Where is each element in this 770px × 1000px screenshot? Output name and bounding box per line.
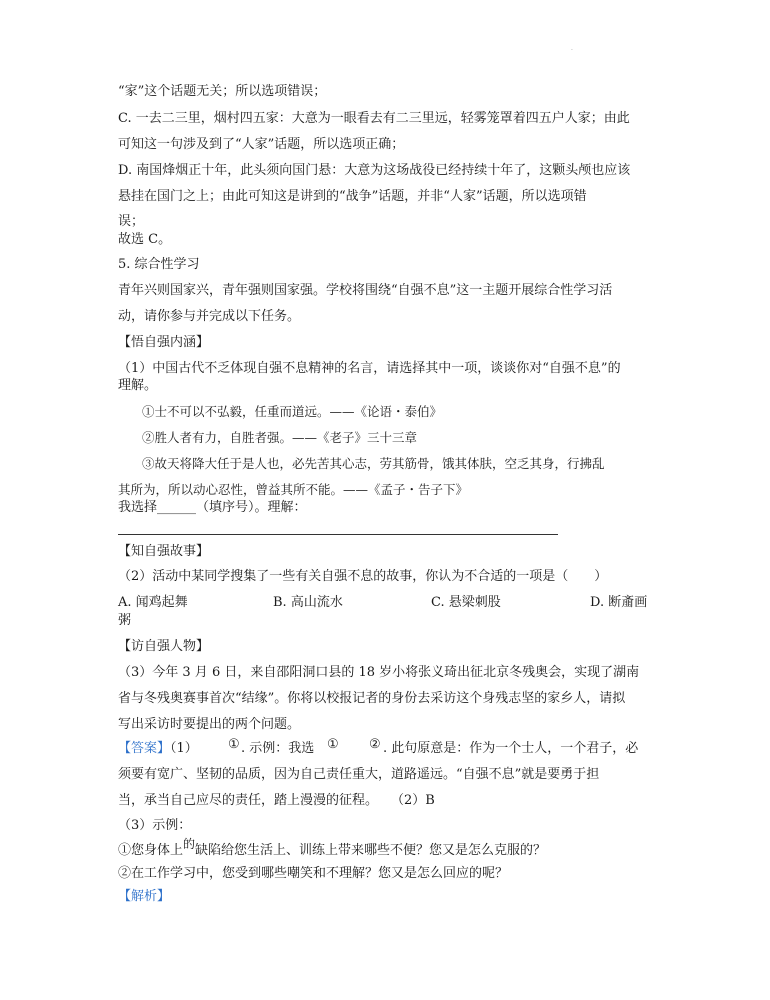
text-line: 青年兴则国家兴，青年强则国家强。学校将围绕“自强不息”这一主题开展综合性学习活 (118, 283, 613, 298)
text-line: 可知这一句涉及到了“人家”话题，所以选项正确； (118, 137, 405, 152)
text-line: D. 南国烽烟正十年，此头须向国门悬：大意为这场战役已经持续十年了，这颗头颅也应该 (118, 163, 631, 178)
answer-text: . 此句原意是：作为一个士人，一个君子，必 (383, 741, 639, 756)
stray-character: 的 (183, 837, 196, 851)
answer-underline (118, 534, 558, 535)
answer-tag: 【答案】 (118, 741, 171, 756)
header-mark: · (571, 47, 573, 54)
answer-text: ①您身体上 (118, 843, 184, 858)
option-a: A. 闻鸡起舞 (118, 595, 188, 610)
answer-part: （1） (170, 741, 198, 756)
quote-line: ②胜人者有力，自胜者强。——《老子》三十三章 (142, 430, 418, 445)
answer-text: 缺陷给您生活上、训练上带来哪些不便？您又是怎么克服的？ (195, 843, 547, 858)
text-line: （2）活动中某同学搜集了一些有关自强不息的故事，你认为不合适的一项是（ ） (118, 569, 608, 584)
answer-line: 须要有宽广、坚韧的品质，因为自己责任重大，道路遥远。“自强不息”就是要勇于担 (118, 767, 600, 782)
text-line: 省与冬残奥赛事首次“结缘”。你将以校报记者的身份去采访这个身残志坚的家乡人，请拟 (118, 691, 626, 706)
text-line: 写出采访时要提出的两个问题。 (118, 717, 301, 732)
option-d: D. 断齑画 (590, 595, 648, 610)
quote-line: ①士不可以不弘毅，任重而道远。——《论语・泰伯》 (142, 404, 443, 419)
text-line: 误； (118, 214, 145, 229)
section-heading: 【访自强人物】 (118, 639, 210, 654)
text-line: 动，请你参与并完成以下任务。 (118, 309, 301, 324)
answer-line: 当，承当自己应尽的责任，踏上漫漫的征程。 （2）B (118, 793, 435, 808)
section-heading: 【知自强故事】 (118, 544, 210, 559)
quote-line: 其所为，所以动心忍性，曾益其所不能。——《孟子・告子下》 (118, 482, 469, 497)
analysis-tag: 【解析】 (118, 889, 171, 904)
text-line: 故选 C。 (118, 232, 172, 247)
circled-number: ② (369, 737, 381, 752)
section-heading: 【悟自强内涵】 (118, 335, 210, 350)
text-line: “家”这个话题无关；所以选项错误； (118, 84, 327, 99)
text-line: 我选择______（填序号）。理解： (118, 500, 307, 515)
circled-number: ① (228, 737, 240, 752)
text-line: （1）中国古代不乏体现自强不息精神的名言，请选择其中一项，谈谈你对“自强不息”的 (118, 361, 621, 376)
answer-line: （3）示例： (118, 818, 192, 833)
text-line: 理解。 (118, 378, 158, 393)
option-c: C. 悬梁刺股 (431, 595, 501, 610)
answer-text: . 示例：我选 (241, 741, 315, 756)
circled-number: ① (327, 737, 339, 752)
quote-line: ③故天将降大任于是人也，必先苦其心志，劳其筋骨，饿其体肤，空乏其身，行拂乱 (142, 456, 605, 471)
question-heading: 5. 综合性学习 (118, 257, 200, 272)
option-b: B. 高山流水 (273, 595, 343, 610)
text-line: C. 一去二三里，烟村四五家：大意为一眼看去有二三里远，轻雾笼罩着四五户人家；由此 (118, 111, 630, 126)
answer-line (118, 837, 678, 859)
text-line: （3）今年 3 月 6 日，来自邵阳洞口县的 18 岁小将张义琦出征北京冬残奥会，实现了湖南 (118, 665, 640, 680)
text-line: 悬挂在国门之上；由此可知这是讲到的“战争”话题，并非“人家”话题，所以选项错 (118, 189, 587, 204)
text-line: 粥 (118, 613, 132, 628)
answer-line: ②在工作学习中，您受到哪些嘲笑和不理解？您又是怎么回应的呢？ (118, 866, 509, 881)
